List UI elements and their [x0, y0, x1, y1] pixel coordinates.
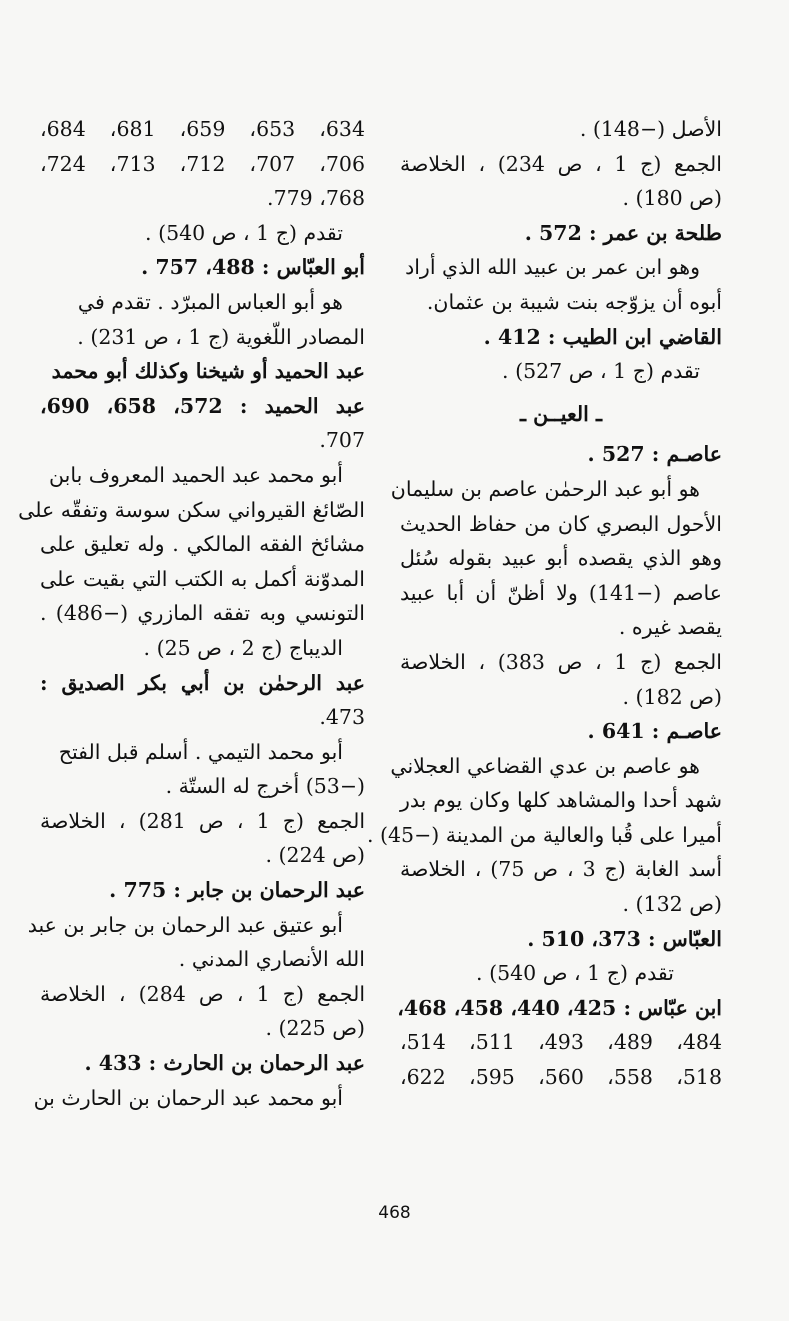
text-line: (−53) أخرج له الستّة . — [165, 774, 365, 799]
text-line: المدوّنة أكمل به الكتب التي بقيت على — [40, 566, 365, 591]
text-line: الجمع (ج 1 ، ص 281) ، الخلاصة — [40, 808, 366, 833]
text-line: (ص 224) . — [265, 843, 365, 868]
text-line: (ص 225) . — [265, 1016, 365, 1041]
text-line: شهد أحدا والمشاهد كلها وكان يوم بدر — [400, 788, 722, 813]
text-line: (ص 182) . — [622, 684, 722, 709]
text-line: الأصل (−148) . — [579, 117, 722, 141]
left-column — [18, 112, 366, 1115]
text-line: تقدم (ج 1 ، ص 540) . — [476, 961, 674, 986]
text-line: الصّائغ القيرواني سكن سوسة وتفقّه على — [18, 497, 365, 522]
text-line: أبو محمد التيمي . أسلم قبل الفتح — [58, 739, 343, 764]
text-line: 518، 558، 560، 595، 622، — [400, 1065, 723, 1090]
text-line: التونسي وبه تفقه المازري (−486) . — [40, 601, 365, 626]
entry-heading: طلحة بن عمر : 572 . — [524, 220, 722, 245]
section-heading: ـ العيــن ـ — [520, 401, 602, 426]
text-line: أبو محمد عبد الرحمان بن الحارث بن — [33, 1085, 343, 1110]
entry-heading: عبد الرحمان بن جابر : 775 . — [109, 878, 365, 903]
text-line: أسد الغابة (ج 3 ، ص 75) ، الخلاصة — [400, 857, 723, 882]
entry-heading: أبو العبّاس : 488، 757 . — [141, 255, 365, 280]
text-line: المصادر اللّغوية (ج 1 ، ص 231) . — [77, 324, 365, 349]
text-line: الجمع (ج 1 ، ص 383) ، الخلاصة — [400, 649, 722, 674]
right-column — [366, 112, 723, 1095]
text-line: تقدم (ج 1 ، ص 540) . — [145, 220, 343, 245]
text-line: 634، 653، 659، 681، 684، — [40, 117, 366, 141]
text-line: هو عاصم بن عدي القضاعي العجلاني — [390, 753, 700, 778]
text-line: الديباج (ج 2 ، ص 25) . — [143, 635, 343, 660]
text-line: (ص 180) . — [622, 186, 722, 211]
text-line: الأحول البصري كان من حفاظ الحديث — [400, 511, 722, 536]
text-line: 484، 489، 493، 511، 514، — [400, 1030, 723, 1055]
entry-heading: القاضي ابن الطيب : 412 . — [483, 324, 722, 349]
page-number: 468 — [378, 1203, 411, 1223]
entry-heading: العبّاس : 373، 510 . — [527, 926, 722, 951]
text-line: 706، 707، 712، 713، 724، — [40, 151, 366, 176]
entry-heading: عبد الرحمان بن الحارث : 433 . — [84, 1051, 365, 1076]
text-line: أبوه أن يزوّجه بنت شيبة بن عثمان. — [426, 289, 722, 314]
text-line: أميرا على قُبا والعالية من المدينة (−45) . — [366, 822, 722, 847]
text-line: أبو عتيق عبد الرحمان بن جابر بن عبد — [27, 912, 343, 937]
entry-heading: عبد الرحمٰن بن أبي بكر الصديق : — [40, 670, 365, 695]
text-line: الجمع (ج 1 ، ص 284) ، الخلاصة — [40, 981, 366, 1006]
text-line: تقدم (ج 1 ، ص 527) . — [502, 359, 700, 384]
text-line: وهو ابن عمر بن عبيد الله الذي أراد — [405, 255, 700, 280]
text-line: 707. — [319, 428, 365, 453]
entry-heading: عاصـم : 527 . — [587, 442, 722, 467]
entry-heading: عبد الحميد : 572، 658، 690، — [40, 393, 365, 418]
text-line: (ص 132) . — [622, 892, 722, 917]
text-line: مشائخ الفقه المالكي . وله تعليق على — [40, 532, 365, 557]
entry-heading: ابن عبّاس : 425، 440، 458، 468، — [397, 995, 722, 1020]
text-line: هو أبو العباس المبرّد . تقدم في — [77, 289, 343, 314]
text-line: 473. — [319, 705, 365, 730]
text-line: الجمع (ج 1 ، ص 234) ، الخلاصة — [400, 151, 722, 176]
entry-heading: عاصـم : 641 . — [587, 719, 722, 744]
text-line: عاصم (−141) ولا أظنّ أن أبا عبيد — [400, 580, 722, 605]
text-line: 768، 779. — [267, 186, 365, 211]
text-line: أبو محمد عبد الحميد المعروف بابن — [49, 462, 343, 487]
text-line: وهو الذي يقصده أبو عبيد بقوله سُئل — [400, 546, 722, 571]
text-line: هو أبو عبد الرحمٰن عاصم بن سليمان — [390, 476, 700, 501]
entry-heading: عبد الحميد أو شيخنا وكذلك أبو محمد — [51, 359, 365, 384]
text-line: الله الأنصاري المدني . — [178, 947, 365, 972]
text-line: يقصد غيره . — [618, 615, 722, 640]
